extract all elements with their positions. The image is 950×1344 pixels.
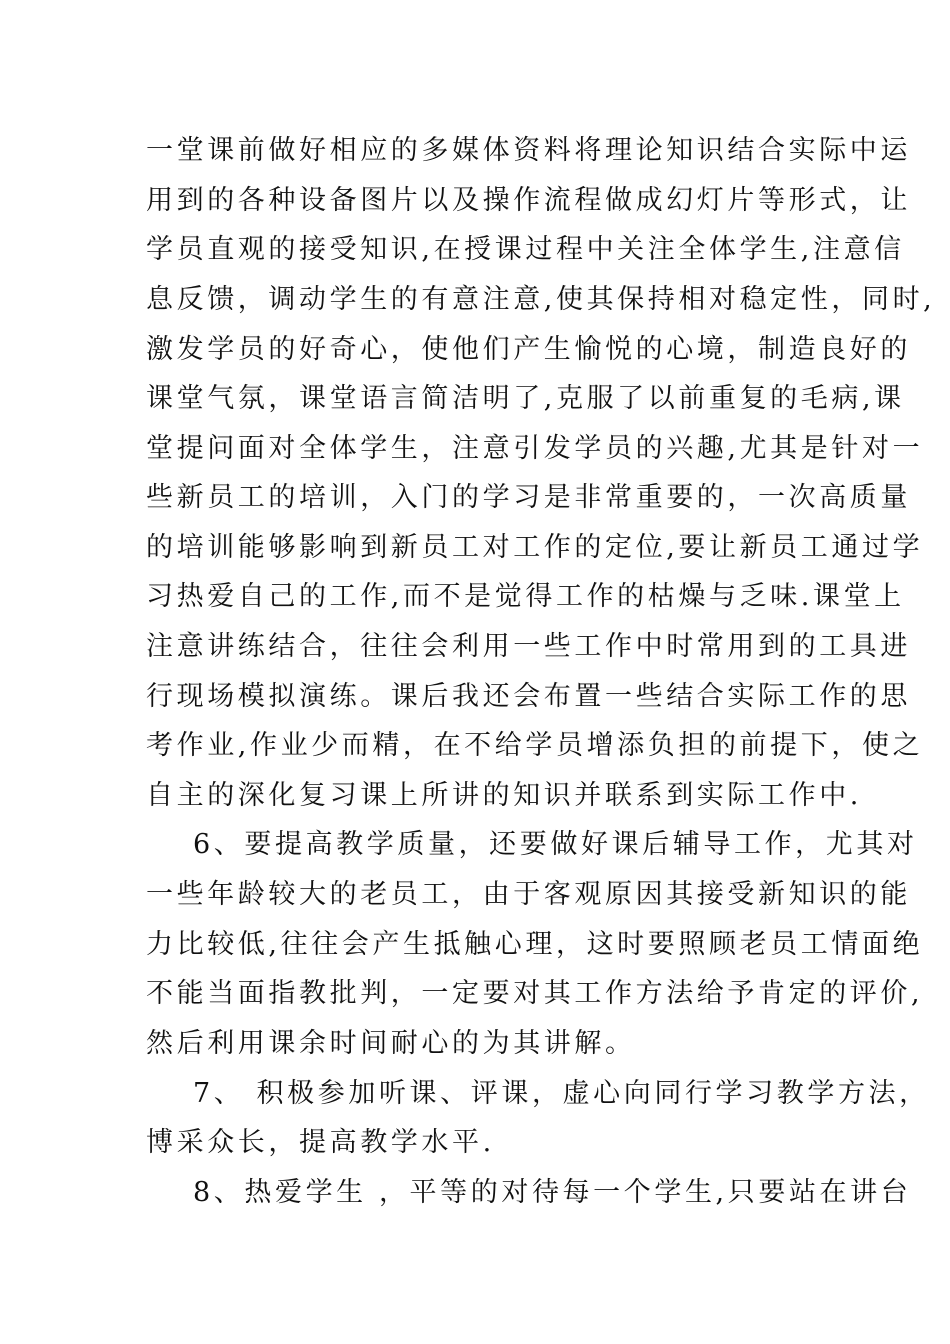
text-line: 不能当面指教批判，一定要对其工作方法给予肯定的评价, (146, 978, 924, 1009)
text-line: 力比较低,往往会产生抵触心理，这时要照顾老员工情面绝 (146, 929, 924, 960)
text-line: 然后利用课余时间耐心的为其讲解。 (146, 1028, 636, 1059)
text-line: 些新员工的培训，入门的学习是非常重要的，一次高质量 (146, 482, 911, 513)
list-item-8: 8、热爱学生 ，平等的对待每一个学生,只要站在讲台 (193, 1177, 912, 1208)
text-line: 自主的深化复习课上所讲的知识并联系到实际工作中. (146, 780, 862, 811)
text-line: 课堂气氛，课堂语言简洁明了,克服了以前重复的毛病,课 (146, 383, 905, 414)
text-line: 学员直观的接受知识,在授课过程中关注全体学生,注意信 (146, 234, 905, 265)
text-line: 行现场模拟演练。课后我还会布置一些结合实际工作的思 (146, 681, 911, 712)
text-line: 堂提问面对全体学生，注意引发学员的兴趣,尤其是针对一 (146, 433, 924, 464)
text-line: 一些年龄较大的老员工，由于客观原因其接受新知识的能 (146, 879, 911, 910)
text-line: 注意讲练结合，往往会利用一些工作中时常用到的工具进 (146, 631, 911, 662)
text-line: 用到的各种设备图片以及操作流程做成幻灯片等形式，让 (146, 185, 911, 216)
text-line: 激发学员的好奇心，使他们产生愉悦的心境，制造良好的 (146, 334, 911, 365)
text-line: 考作业,作业少而精，在不给学员增添负担的前提下，使之 (146, 730, 924, 761)
text-line: 博采众长，提高教学水平. (146, 1127, 495, 1158)
text-line: 习热爱自己的工作,而不是觉得工作的枯燥与乏味.课堂上 (146, 581, 905, 612)
list-item-6: 6、要提高教学质量，还要做好课后辅导工作，尤其对 (193, 829, 918, 860)
list-item-7: 7、 积极参加听课、评课，虚心向同行学习教学方法， (193, 1078, 930, 1109)
text-line: 的培训能够影响到新员工对工作的定位,要让新员工通过学 (146, 532, 924, 563)
text-line: 息反馈，调动学生的有意注意,使其保持相对稳定性，同时, (146, 284, 936, 315)
text-line: 一堂课前做好相应的多媒体资料将理论知识结合实际中运 (146, 135, 911, 166)
